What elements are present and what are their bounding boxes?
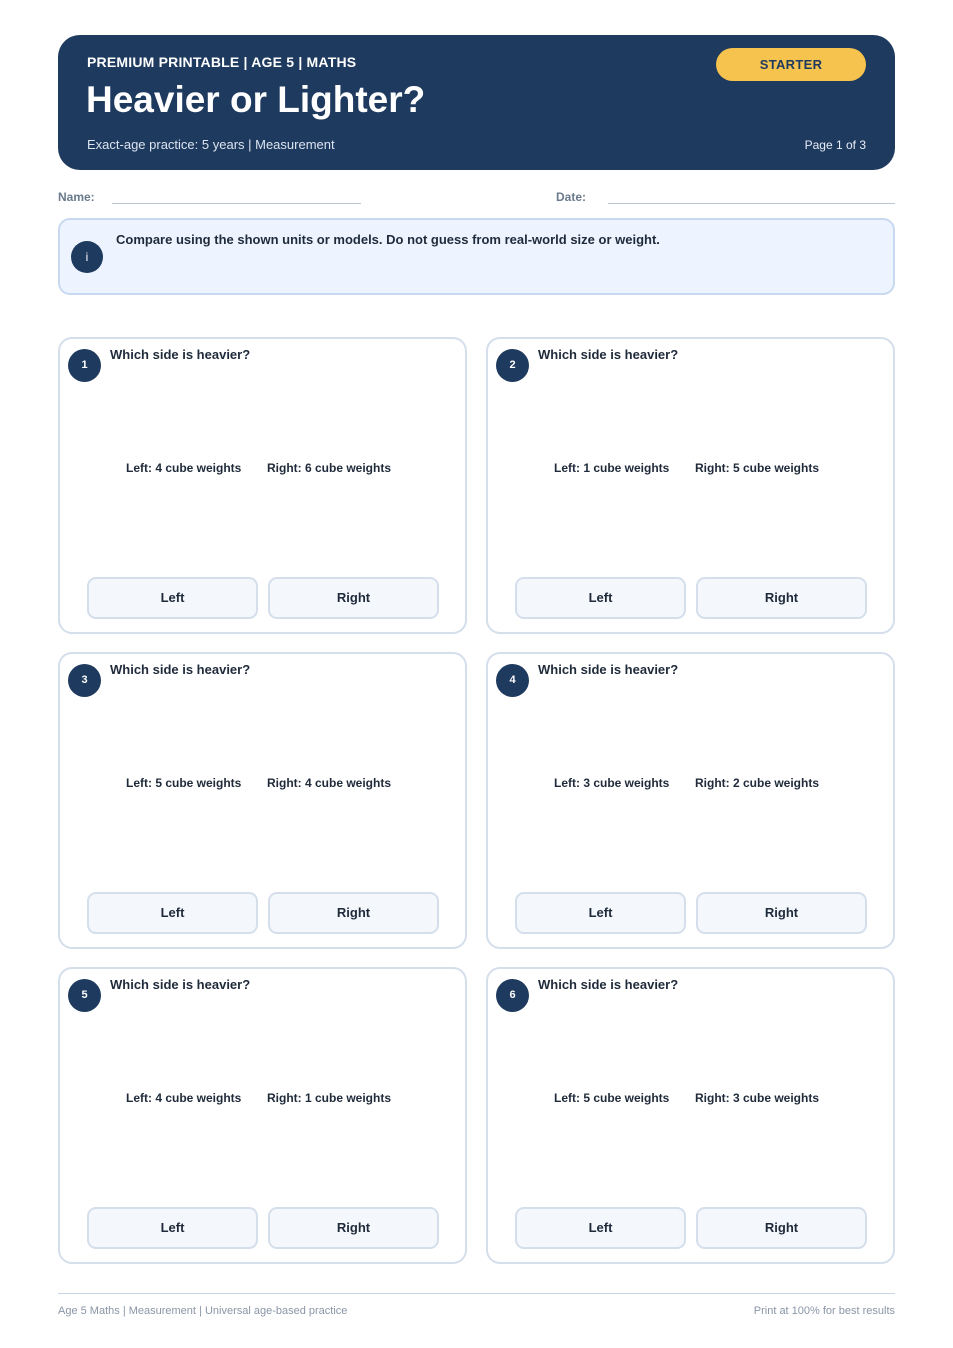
answer-right-button[interactable]: Right [268, 1207, 439, 1249]
page-title: Heavier or Lighter? [86, 79, 426, 120]
question-prompt: Which side is heavier? [110, 662, 251, 677]
right-side-label: Right: 2 cube weights [695, 776, 820, 790]
left-side-label: Left: 5 cube weights [554, 1091, 670, 1105]
answer-right-button[interactable]: Right [696, 577, 867, 619]
question-number-badge: 5 [68, 979, 101, 1012]
question-prompt: Which side is heavier? [538, 347, 679, 362]
answer-left-button[interactable]: Left [515, 577, 686, 619]
page-number: Page 1 of 3 [804, 138, 866, 152]
question-number-badge: 3 [68, 664, 101, 697]
worksheet-header [58, 35, 895, 170]
left-side-label: Left: 4 cube weights [126, 461, 242, 475]
answer-left-button[interactable]: Left [515, 1207, 686, 1249]
question-prompt: Which side is heavier? [110, 347, 251, 362]
left-side-label: Left: 3 cube weights [554, 776, 670, 790]
question-number-badge: 2 [496, 349, 529, 382]
answer-right-button[interactable]: Right [696, 892, 867, 934]
question-card-4 [486, 652, 895, 949]
question-card-3 [58, 652, 467, 949]
left-side-label: Left: 5 cube weights [126, 776, 242, 790]
right-side-label: Right: 3 cube weights [695, 1091, 820, 1105]
right-side-label: Right: 1 cube weights [267, 1091, 392, 1105]
date-label: Date: [556, 190, 587, 204]
question-prompt: Which side is heavier? [110, 977, 251, 992]
question-number-badge: 4 [496, 664, 529, 697]
answer-left-button[interactable]: Left [87, 892, 258, 934]
name-field [58, 190, 95, 204]
question-card-1 [58, 337, 467, 634]
header-kicker: PREMIUM PRINTABLE | AGE 5 | MATHS [87, 54, 357, 70]
name-label: Name: [58, 190, 95, 204]
date-write-line[interactable] [608, 203, 895, 204]
right-side-label: Right: 4 cube weights [267, 776, 392, 790]
header-subtitle: Exact-age practice: 5 years | Measurement [87, 137, 335, 152]
instructions-text: Compare using the shown units or models. Do not guess from real-world size or weight. [116, 232, 660, 247]
question-number-badge: 1 [68, 349, 101, 382]
answer-right-button[interactable]: Right [268, 577, 439, 619]
question-card-6 [486, 967, 895, 1264]
question-prompt: Which side is heavier? [538, 977, 679, 992]
date-field [556, 190, 586, 204]
answer-right-button[interactable]: Right [268, 892, 439, 934]
answer-right-button[interactable]: Right [696, 1207, 867, 1249]
question-prompt: Which side is heavier? [538, 662, 679, 677]
footer-divider [58, 1293, 895, 1294]
left-side-label: Left: 1 cube weights [554, 461, 670, 475]
name-write-line[interactable] [112, 203, 361, 204]
footer-print-note: Print at 100% for best results [753, 1305, 895, 1317]
answer-left-button[interactable]: Left [515, 892, 686, 934]
question-card-5 [58, 967, 467, 1264]
right-side-label: Right: 5 cube weights [695, 461, 820, 475]
footer-description: Age 5 Maths | Measurement | Universal age-based practice [58, 1305, 348, 1317]
question-number-badge: 6 [496, 979, 529, 1012]
question-card-2 [486, 337, 895, 634]
answer-left-button[interactable]: Left [87, 1207, 258, 1249]
right-side-label: Right: 6 cube weights [267, 461, 392, 475]
answer-left-button[interactable]: Left [87, 577, 258, 619]
left-side-label: Left: 4 cube weights [126, 1091, 242, 1105]
instructions-callout [58, 218, 895, 295]
level-badge: STARTER [716, 48, 866, 81]
info-icon: i [71, 241, 103, 273]
